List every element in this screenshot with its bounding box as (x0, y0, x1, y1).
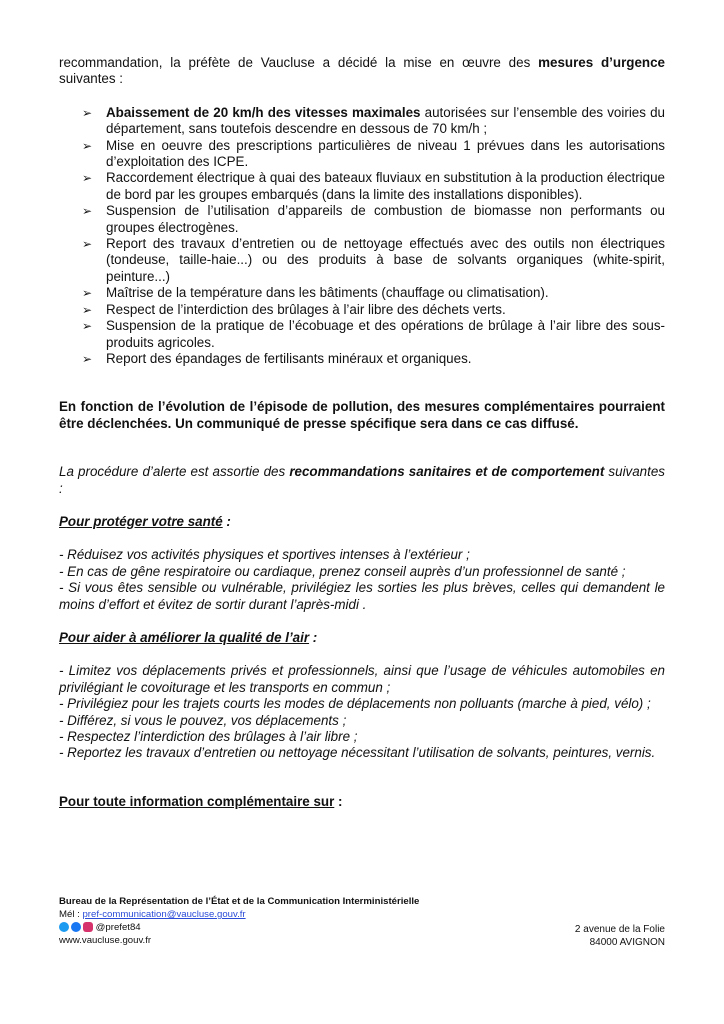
list-item: - En cas de gêne respiratoire ou cardiaque, prenez conseil auprès d’un professionnel de santé ; (59, 563, 626, 579)
facebook-icon[interactable] (71, 922, 81, 932)
arrow-bullet-icon: ➢ (82, 171, 93, 186)
address: 2 avenue de la Folie 84000 AVIGNON (574, 924, 665, 948)
list-item: ➢ Maîtrise de la température dans les bâtiments (chauffage ou climatisation). (82, 285, 549, 301)
health-recommendations (59, 547, 665, 613)
health-heading: Pour protéger votre santé : (59, 513, 231, 529)
list-item: ➢ Report des travaux d’entretien ou de nettoyage effectués avec des outils non électriques (tondeuse, taille-haie...) ou des produits à base de solvants organiques (white-spirit, peinture...) (82, 236, 665, 284)
list-item: - Différez, si vous le pouvez, vos déplacements ; (59, 712, 347, 728)
list-item: - Limitez vos déplacements privés et professionnels, ainsi que l’usage de véhicules automobiles en privilégiant le covoiturage et les transports en commun ; (59, 663, 665, 695)
list-item: ➢ Suspension de l’utilisation d’appareils de combustion de biomasse non performants ou groupes électrogènes. (82, 203, 665, 235)
info-heading: Pour toute information complémentaire sur : (59, 793, 343, 809)
list-item: - Respectez l’interdiction des brûlages à l’air libre ; (59, 729, 358, 744)
evolution-paragraph: En fonction de l’évolution de l’épisode de pollution, des mesures complémentaires pourraient être déclenchées. Un communiqué de presse spécifique sera dans ce cas diffusé. (59, 399, 665, 431)
mail-line: Mél : pref-communication@vaucluse.gouv.fr (59, 909, 246, 920)
arrow-bullet-icon: ➢ (82, 351, 93, 366)
arrow-bullet-icon: ➢ (82, 105, 93, 120)
mail-link[interactable]: pref-communication@vaucluse.gouv.fr (82, 909, 246, 920)
website-link[interactable]: www.vaucluse.gouv.fr (59, 935, 152, 946)
intro-paragraph: recommandation, la préfète de Vaucluse a décidé la mise en œuvre des mesures d’urgence suivantes : (59, 55, 665, 87)
list-item: ➢ Raccordement électrique à quai des bateaux fluviaux en substitution à la production électrique de bord par les groupes embarqués (dans la limite des installations disponibles). (82, 170, 665, 202)
arrow-bullet-icon: ➢ (82, 237, 93, 252)
list-item: - Privilégiez pour les trajets courts les modes de déplacements non polluants (marche à pied, vélo) ; (59, 696, 651, 712)
list-item: - Si vous êtes sensible ou vulnérable, privilégiez les sorties les plus brèves, celles qui demandent le moins d’effort et évitez de sortir durant l’après-midi . (59, 580, 665, 612)
bureau-name: Bureau de la Représentation de l’État et de la Communication Interministérielle (59, 896, 420, 907)
arrow-bullet-icon: ➢ (82, 302, 93, 317)
air-recommendations (59, 663, 665, 761)
list-item: ➢ Abaissement de 20 km/h des vitesses maximales autorisées sur l’ensemble des voiries du département, sans toutefois descendre en dessous de 70 km/h ; (82, 104, 665, 137)
document-body (59, 55, 665, 810)
list-item: - Réduisez vos activités physiques et sportives intenses à l’extérieur ; (59, 547, 470, 563)
page-footer (59, 895, 665, 947)
arrow-bullet-icon: ➢ (82, 204, 93, 219)
list-item: ➢ Mise en oeuvre des prescriptions particulières de niveau 1 prévues dans les autorisations d’exploitation des ICPE. (82, 137, 665, 170)
social-icons (59, 922, 93, 932)
list-item: ➢ Suspension de la pratique de l’écobuage et des opérations de brûlage à l’air libre des sous-produits agricoles. (82, 318, 665, 350)
arrow-bullet-icon: ➢ (82, 319, 93, 334)
instagram-icon[interactable] (83, 922, 93, 932)
list-item: ➢ Report des épandages de fertilisants minéraux et organiques. (82, 350, 472, 366)
list-item: - Reportez les travaux d’entretien ou nettoyage nécessitant l’utilisation de solvants, peintures, vernis. (59, 745, 656, 761)
list-item: ➢ Respect de l’interdiction des brûlages à l’air libre des déchets verts. (82, 301, 506, 317)
procedure-paragraph: La procédure d’alerte est assortie des recommandations sanitaires et de comportement suivantes : (59, 464, 665, 496)
measures-list (59, 105, 665, 368)
twitter-icon[interactable] (59, 922, 69, 932)
social-handle: @prefet84 (95, 922, 141, 933)
air-heading: Pour aider à améliorer la qualité de l’air : (59, 629, 318, 645)
arrow-bullet-icon: ➢ (82, 286, 93, 301)
arrow-bullet-icon: ➢ (82, 138, 93, 153)
